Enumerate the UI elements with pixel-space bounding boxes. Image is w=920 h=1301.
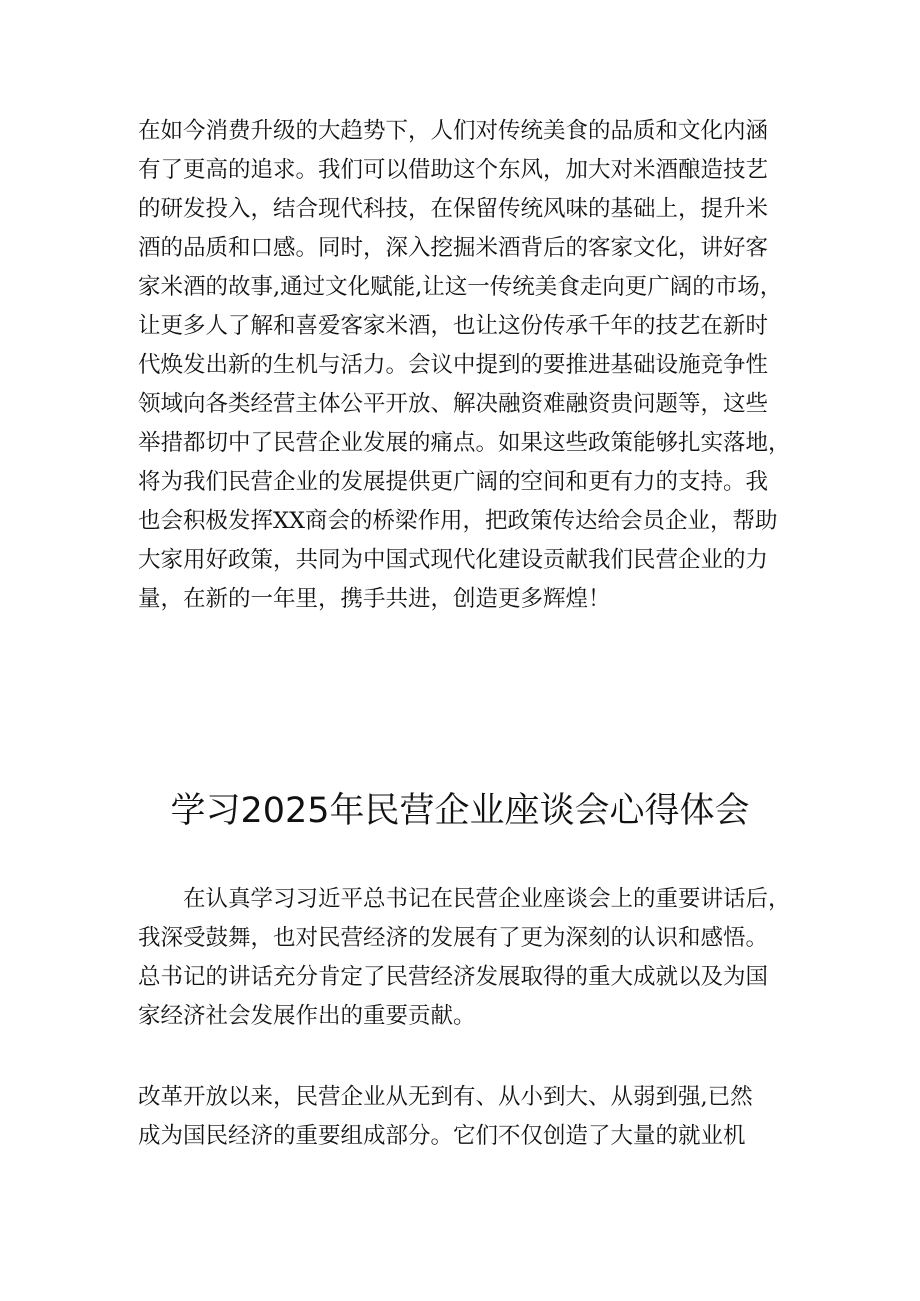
text-line: 家经济社会发展作出的重要贡献。	[138, 1003, 476, 1029]
text-line: 总书记的讲话充分肯定了民营经济发展取得的重大成就以及为国	[138, 964, 769, 990]
text-line: 家米酒的故事,通过文化赋能,让这一传统美食走向更广阔的市场，	[138, 274, 783, 300]
text-line: 领域向各类经营主体公平开放、解决融资难融资贵问题等，这些	[138, 391, 769, 417]
text-line: 也会积极发挥XX商会的桥梁作用，把政策传达给会员企业，帮助	[138, 508, 778, 534]
text-line: 在如今消费升级的大趋势下，人们对传统美食的品质和文化内涵	[138, 118, 769, 144]
section-title: 学习2025年民营企业座谈会心得体会	[170, 791, 750, 831]
text-line: 举措都切中了民营企业发展的痛点。如果这些政策能够扎实落地，	[138, 430, 791, 456]
text-line: 让更多人了解和喜爱客家米酒，也让这份传承千年的技艺在新时	[138, 313, 769, 339]
text-line: 改革开放以来，民营企业从无到有、从小到大、从弱到强,已然	[138, 1084, 753, 1110]
text-line: 将为我们民营企业的发展提供更广阔的空间和更有力的支持。我	[138, 469, 769, 495]
text-line: 有了更高的追求。我们可以借助这个东风，加大对米酒酿造技艺	[138, 157, 769, 183]
text-line: 大家用好政策，共同为中国式现代化建设贡献我们民营企业的力	[138, 547, 769, 573]
text-line: 成为国民经济的重要组成部分。它们不仅创造了大量的就业机	[138, 1123, 746, 1149]
text-line: 我深受鼓舞，也对民营经济的发展有了更为深刻的认识和感悟。	[138, 925, 769, 951]
paragraph-reform-history	[138, 1078, 808, 1156]
paragraph-study-reflection	[138, 880, 808, 1036]
text-line: 量，在新的一年里，携手共进，创造更多辉煌！	[138, 586, 611, 612]
text-line: 酒的品质和口感。同时，深入挖掘米酒背后的客家文化，讲好客	[138, 235, 769, 261]
text-line: 代焕发出新的生机与活力。会议中提到的要推进基础设施竞争性	[138, 352, 769, 378]
text-line: 在认真学习习近平总书记在民营企业座谈会上的重要讲话后，	[183, 886, 791, 912]
text-line: 的研发投入，结合现代科技，在保留传统风味的基础上，提升米	[138, 196, 769, 222]
paragraph-policy-support	[138, 112, 808, 619]
